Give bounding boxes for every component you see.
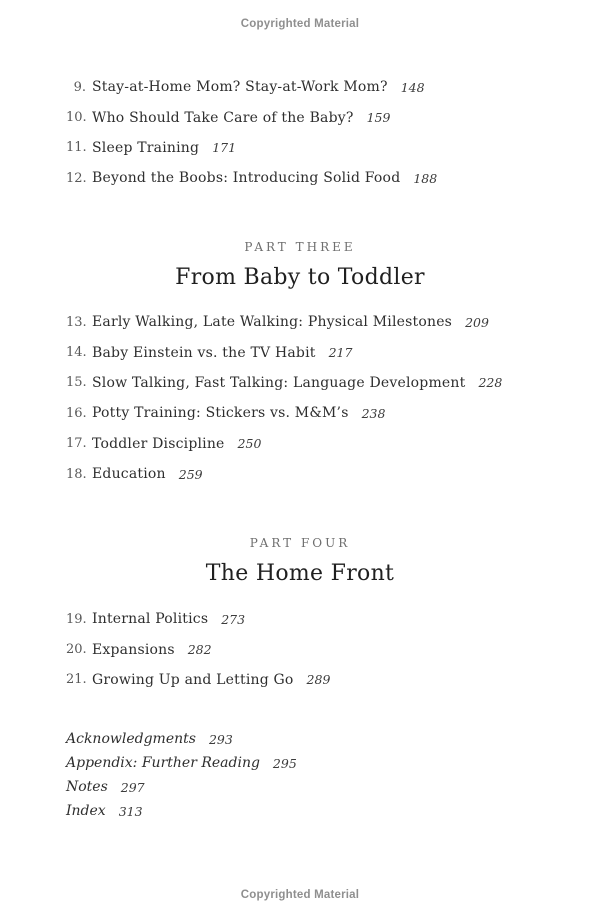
chapter-title: Baby Einstein vs. the TV Habit: [92, 344, 316, 361]
toc-entry: [66, 604, 580, 634]
page-number: 313: [118, 803, 143, 819]
toc-entry: [66, 163, 580, 193]
toc-entry: [66, 665, 580, 695]
back-matter-title: Appendix: Further Reading: [66, 755, 260, 771]
page-number: 188: [413, 170, 438, 186]
toc-entry: [66, 72, 580, 102]
chapter-title: Stay-at-Home Mom? Stay-at-Work Mom?: [92, 79, 388, 96]
page-number: 171: [212, 140, 237, 156]
chapter-number: 19.: [66, 611, 87, 627]
back-matter-entry: [66, 775, 580, 799]
page-number: 273: [221, 611, 246, 627]
page-number: 250: [237, 436, 262, 452]
chapter-title: Beyond the Boobs: Introducing Solid Food: [92, 170, 401, 187]
back-matter-title: Index: [66, 803, 106, 819]
back-matter-entry: [66, 799, 580, 823]
page-number: 293: [208, 731, 233, 747]
copyright-notice-bottom: Copyrighted Material: [240, 889, 360, 901]
toc-entry: [66, 459, 580, 489]
toc-entry: [66, 634, 580, 664]
chapter-title: Potty Training: Stickers vs. M&M’s: [92, 405, 349, 422]
back-matter-title: Notes: [66, 779, 108, 795]
chapter-title: Internal Politics: [92, 611, 209, 628]
page-number: 228: [478, 375, 503, 391]
back-matter-entry: [66, 751, 580, 775]
page-number: 289: [306, 672, 331, 688]
toc-entry: [66, 307, 580, 337]
chapter-title: Slow Talking, Fast Talking: Language Development: [92, 374, 466, 391]
chapter-number: 21.: [66, 672, 87, 688]
toc-entry: [66, 133, 580, 163]
toc-entry: [66, 398, 580, 428]
chapter-list-part-two-end: [66, 72, 580, 194]
chapter-title: Who Should Take Care of the Baby?: [92, 109, 354, 126]
part-four-title: The Home Front: [205, 561, 395, 586]
page-number: 209: [465, 314, 489, 330]
page-number: 217: [328, 345, 353, 361]
chapter-title: Growing Up and Letting Go: [92, 671, 294, 688]
chapter-list-part-four: [66, 604, 580, 695]
page-number: 238: [361, 405, 386, 421]
chapter-number: 14.: [66, 345, 87, 361]
back-matter-list: [66, 727, 580, 823]
page-number: 282: [187, 642, 212, 658]
part-three-label: PART THREE: [244, 240, 356, 254]
chapter-number: 15.: [66, 375, 87, 391]
chapter-number: 12.: [66, 170, 87, 186]
chapter-number: 10.: [66, 110, 87, 126]
page-number: 295: [272, 755, 297, 771]
chapter-number: 13.: [66, 314, 87, 330]
chapter-title: Sleep Training: [92, 139, 200, 156]
toc-entry: [66, 337, 580, 367]
chapter-title: Education: [92, 466, 166, 483]
chapter-number: 17.: [66, 436, 87, 452]
part-three-title: From Baby to Toddler: [175, 265, 425, 290]
back-matter-title: Acknowledgments: [66, 731, 196, 747]
part-four-label: PART FOUR: [249, 536, 351, 550]
back-matter-entry: [66, 727, 580, 751]
chapter-title: Early Walking, Late Walking: Physical Milestones: [92, 314, 453, 331]
page-number: 159: [366, 110, 391, 126]
toc-entry: [66, 429, 580, 459]
toc-entry: [66, 102, 580, 132]
chapter-title: Toddler Discipline: [92, 435, 225, 452]
page-number: 297: [120, 779, 145, 795]
chapter-number: 9.: [73, 79, 86, 95]
chapter-number: 11.: [66, 140, 87, 156]
chapter-number: 20.: [66, 642, 87, 658]
chapter-list-part-three: [66, 307, 580, 489]
chapter-number: 16.: [66, 405, 87, 421]
toc-entry: [66, 368, 580, 398]
chapter-title: Expansions: [92, 641, 175, 658]
page-number: 259: [178, 466, 203, 482]
copyright-notice-top: Copyrighted Material: [240, 18, 360, 30]
page-number: 148: [400, 79, 425, 95]
chapter-number: 18.: [66, 466, 87, 482]
